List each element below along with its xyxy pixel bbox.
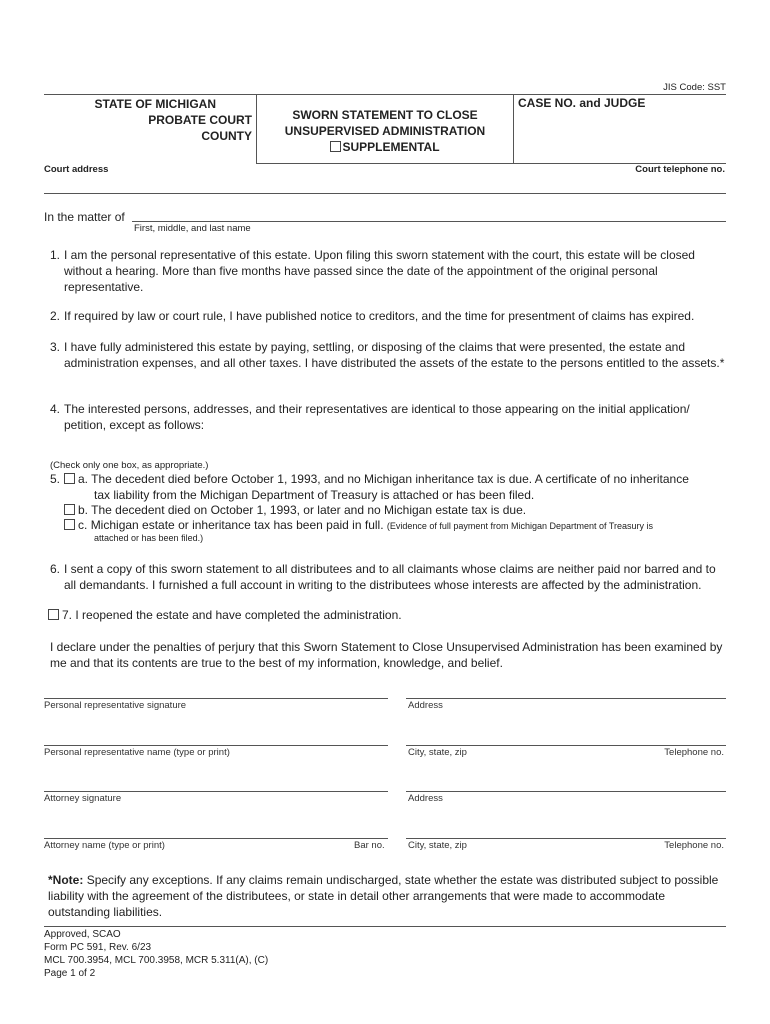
telephone-1-label: Telephone no. xyxy=(664,747,724,758)
address-2-line[interactable] xyxy=(406,791,726,792)
court-heading xyxy=(44,96,252,144)
paragraph-6-text: I sent a copy of this sworn statement to all distributees and to all claimants whose claims are neither paid nor barred and to all demandants. I furnished a full account in writing to the distributees whose interests are affected by the administration. xyxy=(64,562,716,592)
city-2-line[interactable] xyxy=(406,838,726,839)
attorney-name-label: Attorney name (type or print) xyxy=(44,840,165,851)
footer-page-number: Page 1 of 2 xyxy=(44,968,96,979)
option-5a-checkbox[interactable] xyxy=(64,473,75,484)
supplemental-checkbox[interactable] xyxy=(330,141,341,152)
declaration: I declare under the penalties of perjury that this Sworn Statement to Close Unsupervised Administration has been examined by me and that its contents are true to the best of my information, knowledge, and belief. xyxy=(50,640,723,670)
paragraph-7-checkbox[interactable] xyxy=(48,609,59,620)
paragraph-4-number: 4. xyxy=(50,402,61,416)
city-1-label: City, state, zip xyxy=(408,747,467,758)
address-1-label: Address xyxy=(408,700,443,711)
option-5b[interactable] xyxy=(64,503,526,517)
header-top-rule xyxy=(44,94,726,95)
county-label: COUNTY xyxy=(201,129,252,143)
matter-prefix: In the matter of xyxy=(44,210,125,224)
court-address-rule xyxy=(44,193,726,194)
paragraph-1-text: I am the personal representative of this estate. Upon filing this sworn statement with the court, this estate will be closed without a hearing. More than five months have passed since the date of the appointment of the original personal representative. xyxy=(64,248,695,294)
footer-approved: Approved, SCAO xyxy=(44,929,121,940)
paragraph-2-text: If required by law or court rule, I have published notice to creditors, and the time for presentment of claims has expired. xyxy=(64,309,695,323)
paragraph-3-text: I have fully administered this estate by paying, settling, or disposing of the claims that were presented, the estate and administration expenses, and all other taxes. I have distributed the assets of the estate to the persons entitled to the assets.* xyxy=(64,340,725,370)
option-5c-letter: c. xyxy=(78,518,88,532)
footer-form-number: Form PC 591, Rev. 6/23 xyxy=(44,942,152,953)
pr-name-label: Personal representative name (type or print) xyxy=(44,747,230,758)
case-no-label: CASE NO. and JUDGE xyxy=(518,96,646,110)
paragraph-4-text: The interested persons, addresses, and their representatives are identical to those appearing on the initial application/ petition, except as follows: xyxy=(64,402,690,432)
option-5c[interactable] xyxy=(64,518,730,532)
option-5c-note-cont: attached or has been filed.) xyxy=(94,533,204,543)
pr-name-line[interactable] xyxy=(44,745,388,746)
address-1-line[interactable] xyxy=(406,698,726,699)
option-5c-text: Michigan estate or inheritance tax has been paid in full. xyxy=(90,518,384,532)
paragraph-4 xyxy=(50,401,730,433)
city-1-line[interactable] xyxy=(406,745,726,746)
jis-code: JIS Code: SST xyxy=(663,82,726,93)
option-5c-note: (Evidence of full payment from Michigan Department of Treasury is xyxy=(386,521,654,531)
pr-signature-line[interactable] xyxy=(44,698,388,699)
option-5a-text-cont: tax liability from the Michigan Department of Treasury is attached or has been filed. xyxy=(94,488,535,502)
paragraph-7-text: I reopened the estate and have completed the administration. xyxy=(75,608,402,622)
supplemental-option[interactable] xyxy=(258,139,512,155)
paragraph-6-number: 6. xyxy=(50,562,61,576)
attorney-signature-label: Attorney signature xyxy=(44,793,122,804)
paragraph-2-number: 2. xyxy=(50,309,61,323)
paragraph-6 xyxy=(50,561,730,593)
footer-statutes: MCL 700.3954, MCL 700.3958, MCR 5.311(A), (C) xyxy=(44,955,269,966)
city-2-label: City, state, zip xyxy=(408,840,467,851)
form-title-line-1: SWORN STATEMENT TO CLOSE xyxy=(292,108,478,122)
pr-signature-label: Personal representative signature xyxy=(44,700,187,711)
matter-name-line[interactable] xyxy=(132,221,726,222)
paragraph-7[interactable] xyxy=(48,608,402,622)
attorney-name-line[interactable] xyxy=(44,838,388,839)
footer-rule xyxy=(44,926,726,927)
option-5a-letter: a. xyxy=(78,472,89,486)
option-5a-text: The decedent died before October 1, 1993, and no Michigan inheritance tax is due. A certificate of no inheritance xyxy=(91,472,689,486)
form-title xyxy=(258,107,512,155)
address-2-label: Address xyxy=(408,793,443,804)
paragraph-3 xyxy=(50,339,730,371)
option-5c-checkbox[interactable] xyxy=(64,519,75,530)
header-divider-right xyxy=(513,94,514,163)
court-telephone-label: Court telephone no. xyxy=(635,164,725,175)
option-5b-text: The decedent died on October 1, 1993, or later and no Michigan estate tax is due. xyxy=(91,503,527,517)
paragraph-7-number: 7. xyxy=(62,608,73,622)
paragraph-1-number: 1. xyxy=(50,248,61,262)
paragraph-1 xyxy=(50,247,730,295)
paragraph-3-number: 3. xyxy=(50,340,61,354)
option-5a[interactable] xyxy=(64,472,730,486)
matter-name-label: First, middle, and last name xyxy=(134,223,251,234)
header-divider-left xyxy=(256,94,257,163)
telephone-2-label: Telephone no. xyxy=(664,840,724,851)
footer xyxy=(44,928,268,980)
attorney-signature-line[interactable] xyxy=(44,791,388,792)
paragraph-5-number: 5. xyxy=(50,472,61,486)
court-address-label: Court address xyxy=(44,164,109,175)
supplemental-label: SUPPLEMENTAL xyxy=(342,140,440,154)
option-5b-letter: b. xyxy=(78,503,89,517)
form-title-line-2: UNSUPERVISED ADMINISTRATION xyxy=(284,124,486,138)
paragraph-2 xyxy=(50,308,730,324)
note xyxy=(48,872,730,920)
state-name: STATE OF MICHIGAN xyxy=(94,97,216,111)
note-label: *Note: xyxy=(48,873,84,887)
bar-no-label: Bar no. xyxy=(354,840,385,851)
court-name: PROBATE COURT xyxy=(148,113,252,127)
note-text: Specify any exceptions. If any claims remain undischarged, state whether the estate was distributed subject to possible liability with the agreement of the distributees, or state in detail other arrangements that were made to accommodate outstanding liabilities. xyxy=(48,873,719,919)
paragraph-5-instruction: (Check only one box, as appropriate.) xyxy=(50,460,209,471)
option-5b-checkbox[interactable] xyxy=(64,504,75,515)
